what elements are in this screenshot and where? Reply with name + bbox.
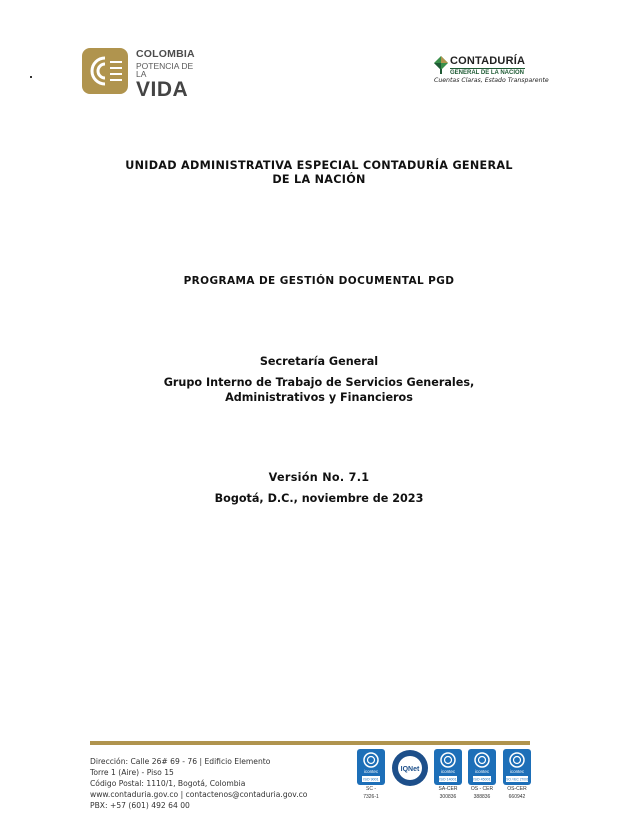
icontec-iso45001-badge	[468, 749, 496, 800]
contaduria-logo	[434, 56, 552, 88]
icontec-badge-icon	[503, 749, 531, 785]
icontec-badge-icon	[434, 749, 462, 785]
contaduria-name: CONTADURÍA	[450, 55, 526, 67]
contaduria-tagline: Cuentas Claras, Estado Transparente	[434, 77, 549, 84]
stray-dot	[30, 76, 32, 78]
svg-text:icontec: icontec	[440, 769, 456, 774]
footer-address-line: PBX: +57 (601) 492 64 00	[90, 801, 190, 810]
cert-code-line2: 7326-1	[363, 793, 379, 800]
footer-divider	[90, 741, 530, 745]
footer-address-line: Torre 1 (Aire) - Piso 15	[90, 768, 174, 777]
iqnet-badge	[391, 749, 429, 787]
logo-colombia-line1: COLOMBIA	[136, 48, 195, 60]
cert-code-line1: OS-CER	[507, 786, 527, 792]
footer-address-line: Código Postal: 1110/1, Bogotá, Colombia	[90, 779, 246, 788]
svg-text:ISO 14001: ISO 14001	[439, 777, 457, 782]
colombia-potencia-de-la-vida-logo	[82, 48, 202, 101]
document-entity-title	[0, 159, 638, 187]
contaduria-leaf-icon	[434, 56, 448, 74]
footer-address-line: Dirección: Calle 26# 69 - 76 | Edificio Elemento	[90, 757, 271, 766]
iqnet-badge-icon	[391, 749, 429, 787]
cert-code-line2: 388836	[473, 793, 491, 800]
icontec-badge-icon	[357, 749, 385, 785]
svg-text:icontec: icontec	[509, 769, 525, 774]
date-label: Bogotá, D.C., noviembre de 2023	[214, 492, 424, 505]
icontec-iso27001-badge	[503, 749, 531, 800]
svg-text:IQNet: IQNet	[400, 766, 420, 773]
colombia-emblem-icon	[82, 48, 128, 94]
svg-text:ISO 45001: ISO 45001	[473, 777, 491, 782]
grupo-line1: Grupo Interno de Trabajo de Servicios Generales,	[163, 376, 475, 389]
grupo-line2: Administrativos y Financieros	[225, 390, 413, 404]
svg-text:icontec: icontec	[474, 769, 490, 774]
icontec-badge-icon	[468, 749, 496, 785]
cert-code-line1: SA-CER	[438, 786, 458, 792]
cert-code-line2: 300836	[439, 793, 457, 800]
logo-colombia-line2: POTENCIA DE LA	[136, 60, 194, 79]
cert-code-line1: SC -	[366, 786, 376, 792]
entity-title-line1: UNIDAD ADMINISTRATIVA ESPECIAL CONTADURÍA GENERAL	[125, 159, 513, 172]
version-label: Versión No. 7.1	[268, 471, 370, 484]
svg-text:ISO / IEC 27001: ISO / IEC 27001	[505, 777, 529, 782]
icontec-iso14001-badge	[434, 749, 462, 800]
logo-colombia-line3: VIDA	[136, 77, 189, 101]
svg-text:ISO 9001: ISO 9001	[363, 777, 379, 782]
svg-text:icontec: icontec	[363, 769, 379, 774]
footer-address-line: www.contaduria.gov.co | contactenos@contaduria.gov.co	[90, 790, 308, 799]
program-title: PROGRAMA DE GESTIÓN DOCUMENTAL PGD	[183, 275, 455, 287]
cert-code-line1: OS - CER	[470, 786, 494, 792]
contaduria-subtitle: GENERAL DE LA NACIÓN	[450, 70, 525, 76]
secretaria-heading: Secretaría General	[259, 355, 379, 368]
entity-title-line2: DE LA NACIÓN	[272, 173, 366, 186]
grupo-heading	[0, 376, 638, 405]
footer-address	[90, 756, 307, 811]
cert-code-line2: 660942	[508, 793, 526, 800]
icontec-iso9001-badge	[357, 749, 385, 800]
